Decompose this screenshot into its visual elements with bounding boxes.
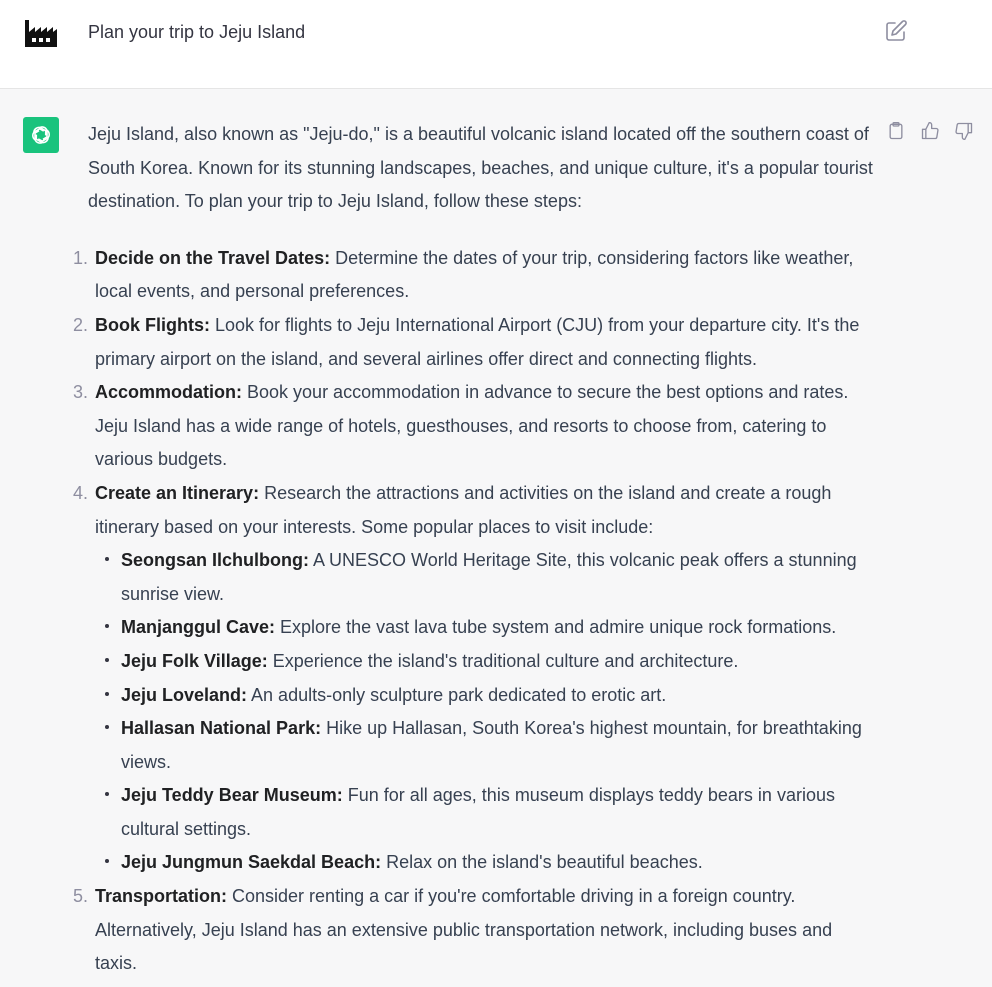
step-text: Research the attractions and activities on the island and create a rough itinerary based on your interests. Some popular places to visit include: [95, 482, 832, 537]
place-text: Relax on the island's beautiful beaches. [381, 852, 703, 873]
assistant-message-row [0, 89, 992, 987]
step-text: Consider renting a car if you're comfortable driving in a foreign country. Alternatively, Jeju Island has an extensive public transportation network, including buses and taxis. [95, 886, 833, 974]
place-title: Seongsan Ilchulbong: [121, 550, 309, 571]
intro-paragraph: Jeju Island, also known as "Jeju-do," is a beautiful volcanic island located off the southern coast of South Korea. Known for its stunning landscapes, beaches, and unique culture, it's a popular tourist destination. To plan your trip to Jeju Island, follow these steps: [88, 124, 873, 212]
step-title: Transportation: [95, 886, 228, 907]
openai-logo-icon [23, 117, 59, 153]
assistant-message-content [72, 118, 878, 981]
step-title: Decide on the Travel Dates: [95, 247, 331, 268]
step-number: 5. [72, 886, 88, 907]
step-number: 1. [72, 247, 88, 268]
bullet-icon [105, 792, 109, 796]
message-actions [884, 119, 976, 143]
thumbs-down-icon[interactable] [952, 119, 976, 143]
step-item [72, 242, 878, 309]
place-title: Jeju Jungmun Saekdal Beach: [121, 852, 382, 873]
bullet-icon [105, 658, 109, 662]
thumbs-up-icon[interactable] [918, 119, 942, 143]
place-text: Experience the island's traditional culture and architecture. [267, 650, 739, 671]
places-list [95, 544, 878, 880]
step-text: Determine the dates of your trip, considering factors like weather, local events, and personal preferences. [95, 247, 854, 302]
step-item [72, 309, 878, 376]
step-title: Book Flights: [95, 314, 210, 335]
place-text: A UNESCO World Heritage Site, this volcanic peak offers a stunning sunrise view. [121, 550, 857, 604]
user-message-text: Plan your trip to Jeju Island [88, 22, 306, 42]
bullet-icon [105, 557, 109, 561]
place-item [95, 846, 878, 880]
step-text: Look for flights to Jeju International Airport (CJU) from your departure city. It's the primary airport on the island, and several airlines offer direct and connecting flights. [95, 314, 860, 369]
edit-icon[interactable] [884, 19, 908, 43]
place-text: Explore the vast lava tube system and admire unique rock formations. [275, 617, 837, 638]
place-item [95, 779, 878, 846]
step-item [72, 376, 878, 477]
place-item [95, 611, 878, 645]
factory-icon [22, 14, 60, 52]
place-item [95, 679, 878, 713]
place-text: Fun for all ages, this museum displays teddy bears in various cultural settings. [121, 785, 835, 839]
step-number: 2. [72, 314, 88, 335]
step-title: Accommodation: [95, 382, 243, 403]
bullet-icon [105, 725, 109, 729]
place-title: Jeju Teddy Bear Museum: [121, 785, 343, 806]
place-title: Jeju Folk Village: [121, 650, 268, 671]
steps-list [72, 242, 878, 981]
step-number: 4. [72, 482, 88, 503]
user-message-row [0, 0, 992, 89]
place-item [95, 544, 878, 611]
step-text: Book your accommodation in advance to secure the best options and rates. Jeju Island has a wide range of hotels, guesthouses, and resorts to choose from, catering to various budgets. [95, 382, 849, 470]
step-item [72, 880, 878, 981]
clipboard-icon[interactable] [884, 119, 908, 143]
place-title: Jeju Loveland: [121, 684, 248, 705]
step-number: 3. [72, 382, 88, 403]
bullet-icon [105, 624, 109, 628]
place-item [95, 712, 878, 779]
step-item [72, 477, 878, 880]
place-title: Manjanggul Cave: [121, 617, 276, 638]
place-title: Hallasan National Park: [121, 718, 322, 739]
bullet-icon [105, 692, 109, 696]
place-text: An adults-only sculpture park dedicated to erotic art. [247, 684, 667, 705]
step-title: Create an Itinerary: [95, 482, 260, 503]
place-item [95, 645, 878, 679]
bullet-icon [105, 859, 109, 863]
place-text: Hike up Hallasan, South Korea's highest mountain, for breathtaking views. [121, 718, 862, 772]
